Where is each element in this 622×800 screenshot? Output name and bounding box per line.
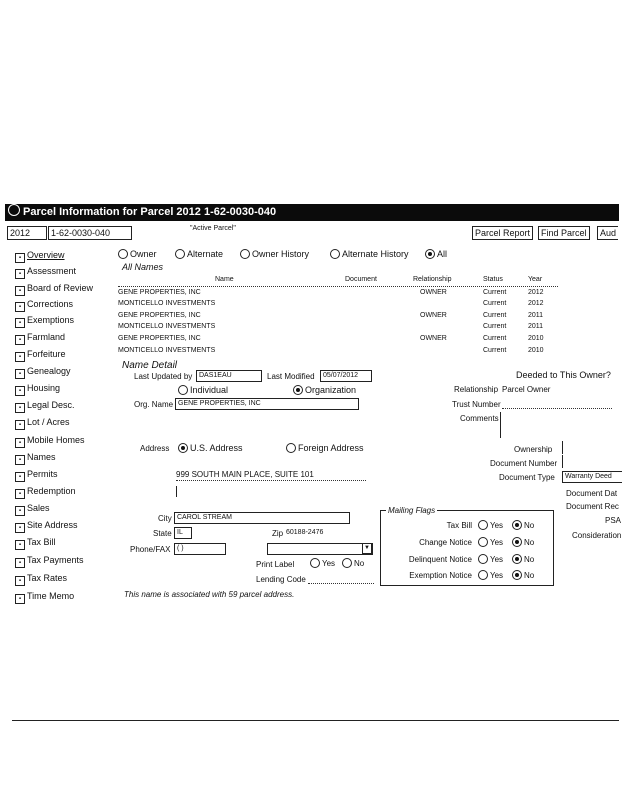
radio-icon	[293, 385, 303, 395]
chevron-down-icon[interactable]: ▼	[362, 543, 372, 554]
sidebar-item-assessment[interactable]: ▪ Assessment	[15, 266, 76, 279]
city-field[interactable]: CAROL STREAM	[174, 512, 350, 524]
radio-icon	[425, 249, 435, 259]
grid-header-divider	[118, 286, 558, 287]
sidebar-item-permits[interactable]: ▪ Permits	[15, 469, 58, 482]
sidebar-item-forfeiture[interactable]: ▪ Forfeiture	[15, 349, 66, 362]
cell-year: 2012	[528, 300, 544, 307]
redemption-icon: ▪	[15, 489, 25, 499]
sidebar-item-lot-acres[interactable]: ▪ Lot / Acres	[15, 417, 70, 430]
active-parcel-label: "Active Parcel"	[190, 225, 236, 232]
table-row[interactable]: MONTICELLO INVESTMENTS	[118, 323, 216, 330]
assessment-icon: ▪	[15, 269, 25, 279]
table-row[interactable]: GENE PROPERTIES, INC	[118, 335, 201, 342]
address-line-field[interactable]: 999 SOUTH MAIN PLACE, SUITE 101	[176, 470, 314, 479]
org-name-field[interactable]: GENE PROPERTIES, INC	[175, 398, 359, 410]
farmland-icon: ▪	[15, 335, 25, 345]
radio-icon	[512, 554, 522, 564]
phone-field[interactable]: ( )	[174, 543, 226, 555]
tax-bill-no-radio[interactable]: No	[512, 520, 534, 530]
delinquent-notice-yes-radio[interactable]: Yes	[478, 554, 503, 564]
filter-owner[interactable]: Owner	[118, 249, 157, 259]
site-address-icon: ▪	[15, 523, 25, 533]
exemption-notice-label: Exemption Notice	[409, 571, 472, 580]
exemption-notice-no-radio[interactable]: No	[512, 570, 534, 580]
foreign-address-radio[interactable]: Foreign Address	[286, 443, 364, 453]
radio-icon	[478, 554, 488, 564]
sidebar-item-housing[interactable]: ▪ Housing	[15, 383, 60, 396]
cell-year: 2010	[528, 347, 544, 354]
change-notice-label: Change Notice	[419, 538, 472, 547]
cell-status: Current	[483, 312, 507, 319]
psa-label: PSA	[605, 516, 622, 525]
tax-bill-icon: ▪	[15, 540, 25, 550]
sidebar-item-legal-desc[interactable]: ▪ Legal Desc.	[15, 400, 75, 413]
cell-year: 2011	[528, 312, 544, 319]
filter-all[interactable]: All	[425, 249, 447, 259]
table-row[interactable]: MONTICELLO INVESTMENTS	[118, 347, 216, 354]
cell-status: Current	[483, 335, 507, 342]
delinquent-notice-label: Delinquent Notice	[408, 555, 472, 564]
print-label-no-radio[interactable]: No	[342, 558, 364, 568]
filter-owner-history[interactable]: Owner History	[240, 249, 309, 259]
table-row[interactable]: MONTICELLO INVESTMENTS	[118, 300, 216, 307]
state-label: State	[153, 529, 172, 538]
org-name-label: Org. Name	[134, 400, 174, 409]
filter-alternate[interactable]: Alternate	[175, 249, 223, 259]
change-notice-yes-radio[interactable]: Yes	[478, 537, 503, 547]
address-line-2-field[interactable]	[176, 486, 177, 497]
document-type-select[interactable]: Warranty Deed	[562, 471, 622, 483]
tax-bill-label: Tax Bill	[446, 521, 472, 530]
permits-icon: ▪	[15, 472, 25, 482]
phone-fax-label: Phone/FAX	[130, 545, 171, 554]
sales-icon: ▪	[15, 506, 25, 516]
sidebar-item-tax-rates[interactable]: ▪ Tax Rates	[15, 573, 67, 586]
sidebar-item-time-memo[interactable]: ▪ Time Memo	[15, 591, 74, 604]
tax-rates-icon: ▪	[15, 576, 25, 586]
sidebar-item-tax-payments[interactable]: ▪ Tax Payments	[15, 555, 84, 568]
radio-icon	[342, 558, 352, 568]
sidebar-item-mobile-homes[interactable]: ▪ Mobile Homes	[15, 435, 85, 448]
document-number-label: Document Number	[490, 459, 558, 468]
fax-field[interactable]	[267, 543, 373, 555]
trust-number-label: Trust Number	[452, 400, 501, 409]
cell-status: Current	[483, 347, 507, 354]
column-header-name[interactable]: Name	[215, 276, 234, 283]
legal-desc-icon: ▪	[15, 403, 25, 413]
ownership-label: Ownership	[514, 445, 553, 454]
radio-icon	[478, 537, 488, 547]
consideration-label: Consideration	[572, 531, 622, 540]
cell-relationship: OWNER	[420, 312, 447, 319]
last-updated-by-field[interactable]: DAS1EAU	[196, 370, 262, 382]
cell-year: 2011	[528, 323, 544, 330]
radio-icon	[175, 249, 185, 259]
tax-bill-yes-radio[interactable]: Yes	[478, 520, 503, 530]
cell-relationship: OWNER	[420, 335, 447, 342]
document-recorded-label: Document Rec	[566, 502, 619, 511]
sidebar-item-redemption[interactable]: ▪ Redemption	[15, 486, 76, 499]
organization-radio[interactable]: Organization	[293, 385, 356, 395]
zip-field[interactable]: 60188-2476	[286, 529, 324, 536]
housing-icon: ▪	[15, 386, 25, 396]
lending-code-label: Lending Code	[256, 575, 306, 584]
radio-icon	[512, 537, 522, 547]
document-date-label: Document Dat	[566, 489, 618, 498]
column-header-year[interactable]: Year	[528, 276, 543, 283]
radio-icon	[240, 249, 250, 259]
us-address-radio[interactable]: U.S. Address	[178, 443, 243, 453]
sidebar-item-overview[interactable]: ▪ Overview	[15, 250, 65, 263]
audit-button[interactable]: Aud	[597, 226, 618, 240]
ownership-field[interactable]	[562, 441, 563, 454]
table-row[interactable]: GENE PROPERTIES, INC	[118, 312, 201, 319]
mobile-homes-icon: ▪	[15, 438, 25, 448]
sidebar-item-board-of-review[interactable]: ▪ Board of Review	[15, 283, 93, 296]
sidebar-item-names[interactable]: ▪ Names	[15, 452, 56, 465]
zip-label: Zip	[272, 529, 284, 538]
board-of-review-icon: ▪	[15, 286, 25, 296]
individual-radio[interactable]: Individual	[178, 385, 228, 395]
name-detail-heading: Name Detail	[122, 360, 178, 371]
year-field[interactable]: 2012	[7, 226, 47, 240]
window-title-bar	[5, 204, 619, 221]
radio-icon	[178, 443, 188, 453]
document-type-label: Document Type	[499, 473, 555, 482]
radio-icon	[478, 520, 488, 530]
last-updated-label: Last Updated by	[134, 372, 193, 381]
print-label-yes-radio[interactable]: Yes	[310, 558, 335, 568]
sidebar-item-genealogy[interactable]: ▪ Genealogy	[15, 366, 71, 379]
delinquent-notice-no-radio[interactable]: No	[512, 554, 534, 564]
last-modified-field[interactable]: 05/07/2012	[320, 370, 372, 382]
sidebar-item-site-address[interactable]: ▪ Site Address	[15, 520, 78, 533]
forfeiture-icon: ▪	[15, 352, 25, 362]
sidebar-item-exemptions[interactable]: ▪ Exemptions	[15, 315, 74, 328]
column-header-status[interactable]: Status	[483, 276, 503, 283]
print-label-label: Print Label	[256, 560, 295, 569]
cell-status: Current	[483, 323, 507, 330]
column-header-document[interactable]: Document	[345, 276, 377, 283]
lot-acres-icon: ▪	[15, 420, 25, 430]
last-modified-label: Last Modified	[267, 372, 315, 381]
cell-status: Current	[483, 300, 507, 307]
names-icon: ▪	[15, 455, 25, 465]
deeded-question: Deeded to This Owner?	[516, 370, 611, 380]
find-parcel-button[interactable]: Find Parcel	[538, 226, 590, 240]
relationship-label: Relationship	[454, 385, 499, 394]
address-line-underline	[176, 480, 366, 481]
status-bar-divider	[12, 720, 619, 721]
all-names-heading: All Names	[122, 262, 164, 272]
cell-year: 2012	[528, 289, 544, 296]
exemptions-icon: ▪	[15, 318, 25, 328]
radio-icon	[286, 443, 296, 453]
sidebar-item-sales[interactable]: ▪ Sales	[15, 503, 50, 516]
radio-icon	[478, 570, 488, 580]
cell-status: Current	[483, 289, 507, 296]
corrections-icon: ▪	[15, 302, 25, 312]
parcel-report-button[interactable]: Parcel Report	[472, 226, 533, 240]
globe-icon	[8, 204, 20, 216]
time-memo-icon: ▪	[15, 594, 25, 604]
parcel-number-field[interactable]: 1-62-0030-040	[48, 226, 132, 240]
lending-code-field[interactable]	[308, 583, 374, 584]
relationship-select[interactable]: Parcel Owner	[502, 385, 551, 394]
column-header-relationship[interactable]: Relationship	[413, 276, 452, 283]
trust-number-field[interactable]	[502, 408, 612, 409]
association-footnote: This name is associated with 59 parcel address.	[124, 590, 295, 599]
mailing-flags-heading: Mailing Flags	[388, 506, 436, 515]
document-number-field[interactable]	[562, 455, 563, 468]
sidebar-item-tax-bill[interactable]: ▪ Tax Bill	[15, 537, 56, 550]
radio-icon	[118, 249, 128, 259]
city-label: City	[158, 514, 172, 523]
radio-icon	[310, 558, 320, 568]
window-title: Parcel Information for Parcel 2012 1-62-0030-040	[23, 206, 277, 218]
filter-alternate-history[interactable]: Alternate History	[330, 249, 409, 259]
radio-icon	[178, 385, 188, 395]
table-row[interactable]: GENE PROPERTIES, INC	[118, 289, 201, 296]
overview-icon: ▪	[15, 253, 25, 263]
exemption-notice-yes-radio[interactable]: Yes	[478, 570, 503, 580]
tax-payments-icon: ▪	[15, 558, 25, 568]
comments-label: Comments	[460, 414, 499, 423]
genealogy-icon: ▪	[15, 369, 25, 379]
change-notice-no-radio[interactable]: No	[512, 537, 534, 547]
cell-relationship: OWNER	[420, 289, 447, 296]
cell-year: 2010	[528, 335, 544, 342]
radio-icon	[330, 249, 340, 259]
radio-icon	[512, 520, 522, 530]
address-label: Address	[140, 444, 170, 453]
sidebar-item-corrections[interactable]: ▪ Corrections	[15, 299, 73, 312]
sidebar-item-farmland[interactable]: ▪ Farmland	[15, 332, 65, 345]
state-field[interactable]: IL	[174, 527, 192, 539]
comments-field[interactable]	[500, 412, 501, 438]
radio-icon	[512, 570, 522, 580]
